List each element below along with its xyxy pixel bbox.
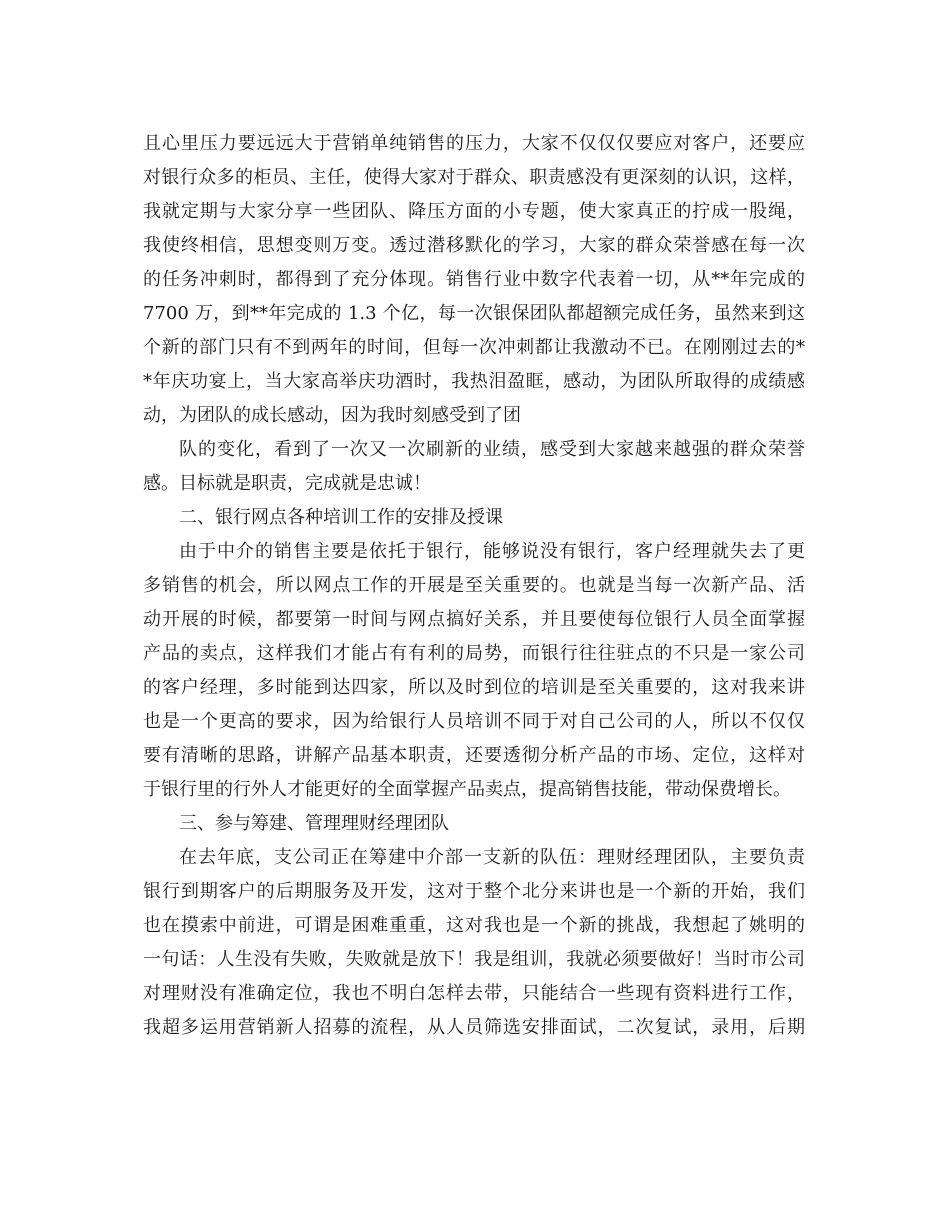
text-line: 感。目标就是职责，完成就是忠诚！: [143, 473, 431, 494]
paragraph: [143, 841, 805, 1045]
text-line: 且心里压力要远远大于营销单纯销售的压力，大家不仅仅仅要应对客户，还要应: [143, 133, 805, 154]
paragraph: [143, 433, 805, 501]
text-line: 于银行里的行外人才能更好的全面掌握产品卖点，提高销售技能，带动保费增长。: [143, 779, 791, 800]
text-line: 的客户经理，多时能到达四家，所以及时到位的培训是至关重要的，这对我来讲: [143, 677, 805, 698]
document-body: [143, 127, 805, 1045]
text-line: 动，为团队的成长感动，因为我时刻感受到了团: [143, 405, 521, 426]
text-line: 动开展的时候，都要第一时间与网点搞好关系，并且要使每位银行人员全面掌握: [143, 609, 805, 630]
text-line: 多销售的机会，所以网点工作的开展是至关重要的。也就是当每一次新产品、活: [143, 575, 805, 596]
text-line: 对理财没有准确定位，我也不明白怎样去带，只能结合一些现有资料进行工作，: [143, 983, 805, 1004]
text-line: 对银行众多的柜员、主任，使得大家对于群众、职责感没有更深刻的认识，这样，: [143, 167, 805, 188]
text-line: 的任务冲刺时，都得到了充分体现。销售行业中数字代表着一切，从**年完成的: [143, 269, 805, 290]
text-line: 一句话：人生没有失败，失败就是放下！我是组训，我就必须要做好！当时市公司: [143, 949, 805, 970]
paragraph: [143, 127, 805, 433]
text-line: 个新的部门只有不到两年的时间，但每一次冲刺都让我激动不已。在刚刚过去的*: [143, 337, 805, 358]
text-line: 我使终相信，思想变则万变。透过潜移默化的学习，大家的群众荣誉感在每一次: [143, 235, 805, 256]
text-line: 也是一个更高的要求，因为给银行人员培训不同于对自己公司的人，所以不仅仅: [143, 711, 805, 732]
text-line: 也在摸索中前进，可谓是困难重重，这对我也是一个新的挑战，我想起了姚明的: [143, 915, 805, 936]
paragraph: [143, 535, 805, 807]
text-line: 在去年底，支公司正在筹建中介部一支新的队伍：理财经理团队，主要负责: [179, 847, 805, 868]
text-line: 要有清晰的思路，讲解产品基本职责，还要透彻分析产品的市场、定位，这样对: [143, 745, 805, 766]
text-line: 7700 万，到**年完成的 1.3 个亿，每一次银保团队都超额完成任务，虽然来到这: [143, 303, 805, 324]
text-line: *年庆功宴上，当大家高举庆功酒时，我热泪盈眶，感动，为团队所取得的成绩感: [143, 371, 805, 392]
text-line: 银行到期客户的后期服务及开发，这对于整个北分来讲也是一个新的开始，我们: [143, 881, 805, 902]
text-line: 队的变化，看到了一次又一次刷新的业绩，感受到大家越来越强的群众荣誉: [179, 439, 805, 460]
section-heading: 二、银行网点各种培训工作的安排及授课: [179, 507, 503, 528]
text-line: 产品的卖点，这样我们才能占有有利的局势，而银行往往驻点的不只是一家公司: [143, 643, 805, 664]
text-line: 由于中介的销售主要是依托于银行，能够说没有银行，客户经理就失去了更: [179, 541, 805, 562]
text-line: 我就定期与大家分享一些团队、降压方面的小专题，使大家真正的拧成一股绳，: [143, 201, 805, 222]
text-line: 我超多运用营销新人招募的流程，从人员筛选安排面试，二次复试，录用，后期: [143, 1017, 805, 1038]
section-heading: 三、参与筹建、管理理财经理团队: [179, 813, 449, 834]
